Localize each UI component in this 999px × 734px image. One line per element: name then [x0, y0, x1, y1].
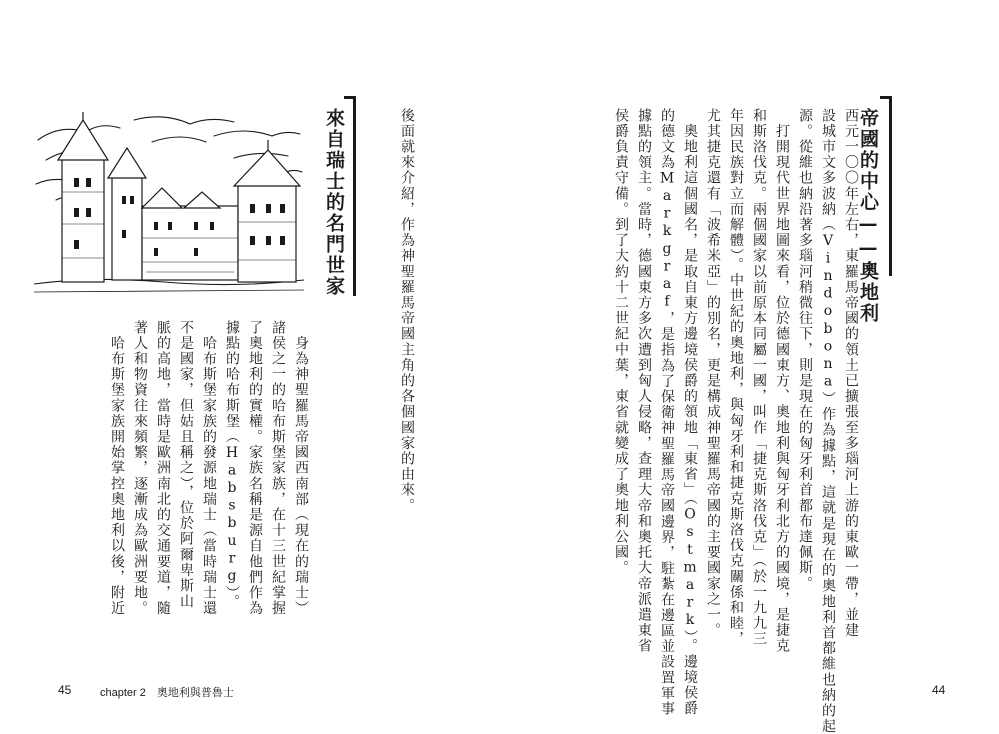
heading-rule-right-side: [889, 96, 892, 276]
body-column: 哈布斯堡家族開始掌控奧地利以後，附近: [109, 320, 125, 617]
body-column: 據點的領主。當時，德國東方多次遭到匈人侵略，查理大帝和奧托大帝派遣東省: [636, 108, 652, 654]
body-column: 奧地利這個國名，是取自東方邊境侯爵的領地「東省」（Ostmark）。邊境侯爵: [682, 108, 698, 717]
page-number-left: 45: [58, 683, 72, 697]
body-column: 西元一〇〇年左右，東羅馬帝國的領土已擴張至多瑙河上游的東歐一帶，並建: [843, 108, 859, 639]
body-column: 侯爵負責守備。到了大約十二世紀中葉，東省就變成了奧地利公國。: [613, 108, 629, 576]
body-column: 了奧地利的實權。家族名稱是源自他們作為: [247, 320, 263, 617]
heading-rule-left-side: [353, 96, 356, 296]
body-column: 著人和物資往來頻繁，逐漸成為歐洲要地。: [132, 320, 148, 617]
left-page: [0, 0, 499, 734]
body-column: 脈的高地，當時是歐洲南北的交通要道，隨: [155, 320, 171, 617]
chapter-label: chapter 2 奧地利與普魯士: [100, 687, 234, 699]
page-number-right: 44: [932, 683, 946, 697]
body-column: 不是國家，但姑且稱之），位於阿爾卑斯山: [178, 320, 194, 610]
body-column: 年因民族對立而解體）。中世紀的奧地利，與匈牙利和捷克斯洛伐克關係和睦，: [728, 108, 744, 647]
body-column: 據點的哈布斯堡（Habsburg）。: [224, 320, 240, 610]
body-column: 的德文為Markgraf，是指為了保衛神聖羅馬帝國邊界，駐紮在邊區並設置軍事: [659, 108, 675, 717]
body-column: 和斯洛伐克。兩個國家以前原本同屬一國，叫作「捷克斯洛伐克」（於一九九三: [751, 108, 767, 647]
heading-swiss-family: 來自瑞士的名門世家: [323, 108, 345, 297]
heading-austria: 帝國的中心——奧地利: [857, 108, 879, 324]
castle-sketch-icon: [34, 112, 304, 297]
body-column: 哈布斯堡家族的發源地瑞士（當時瑞士還: [201, 320, 217, 617]
body-column: 尤其捷克還有「波希米亞」的別名，更是構成神聖羅馬帝國的主要國家之一。: [705, 108, 721, 639]
body-column: 設城市文多波納（Vindobona）作為據點，這就是現在的奧地利首都維也納的起: [820, 108, 836, 734]
body-column: 源。從維也納沿著多瑙河稍微往下，則是現在的匈牙利首都布達佩斯。: [797, 108, 813, 592]
body-column: 身為神聖羅馬帝國西南部（現在的瑞士）: [293, 320, 309, 617]
body-column: 諸侯之一的哈布斯堡家族，在十三世紀掌握: [270, 320, 286, 617]
right-page: [500, 0, 999, 734]
body-column: 打開現代世界地圖來看，位於德國東方、奧地利與匈牙利北方的國境，是捷克: [774, 108, 790, 654]
intro-column: 後面就來介紹，作為神聖羅馬帝國主角的各個國家的由來。: [399, 108, 415, 514]
